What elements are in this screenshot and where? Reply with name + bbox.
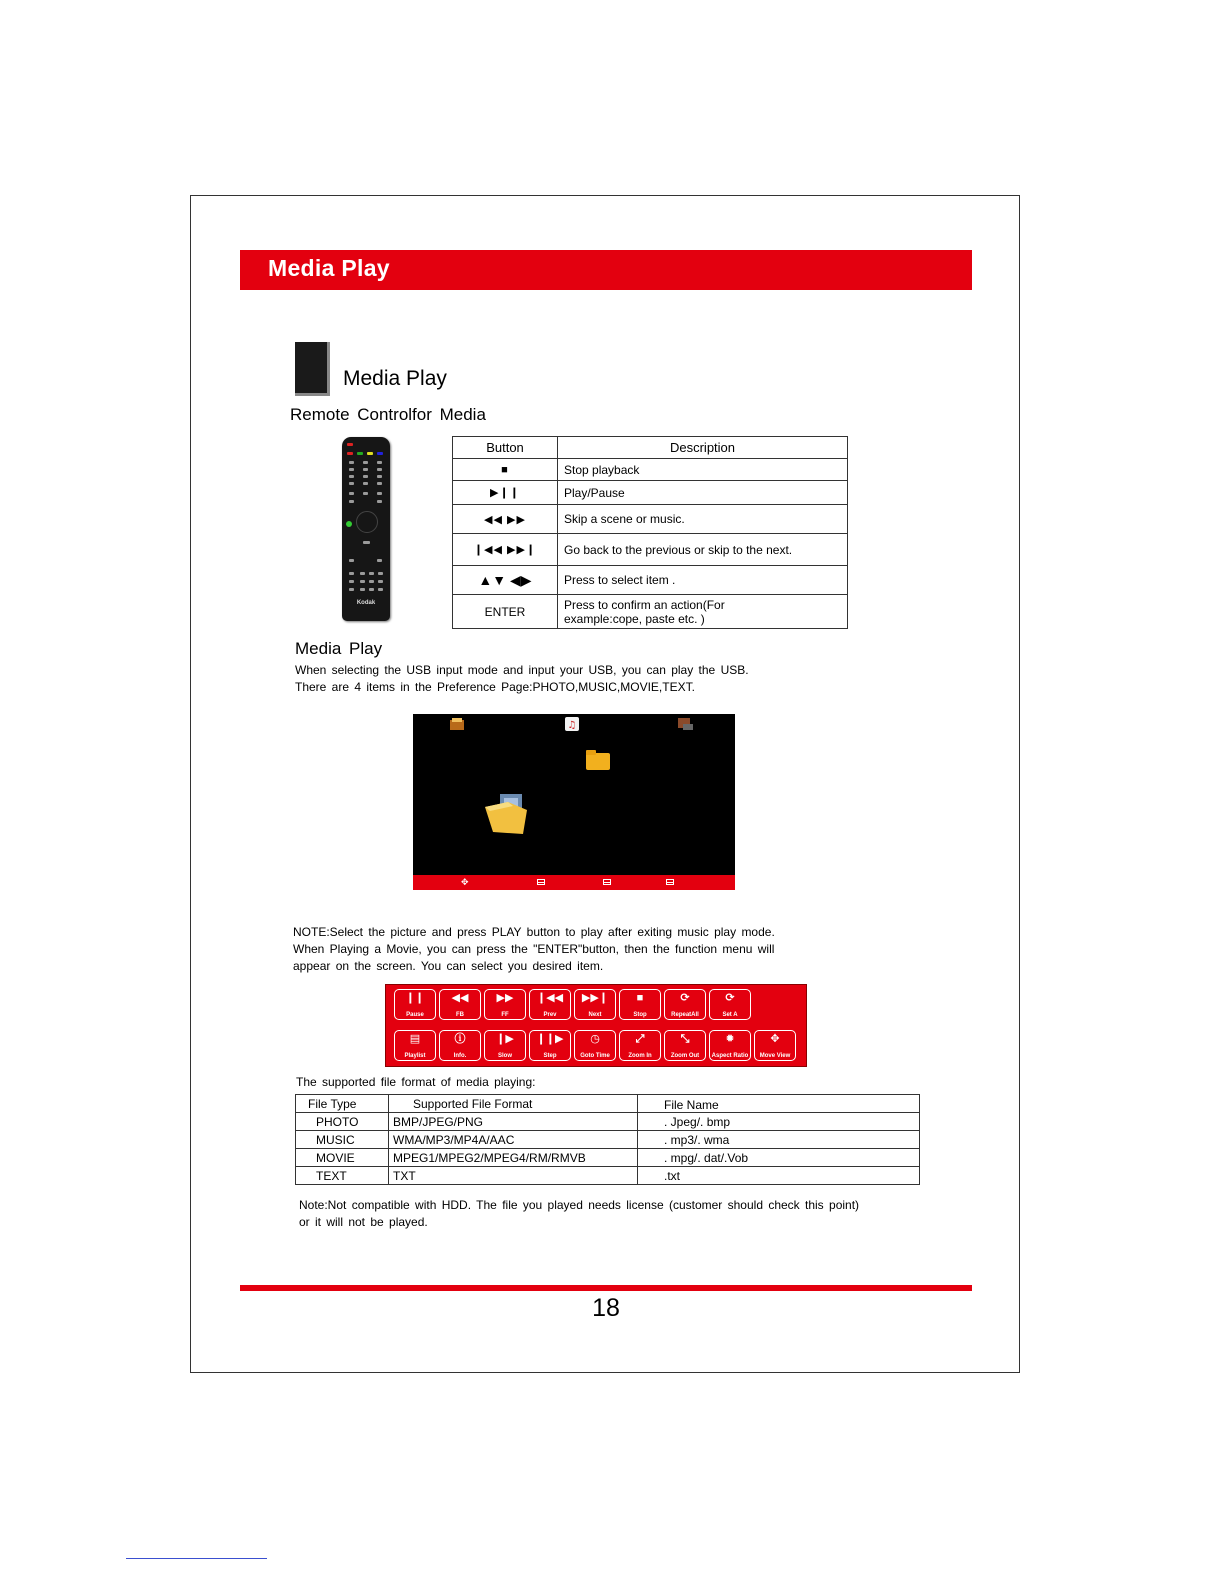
enter-key-label: ENTER <box>453 595 558 629</box>
file-format-table <box>295 1094 920 1185</box>
intro-line: There are 4 items in the Preference Page:PHOTO,MUSIC,MOVIE,TEXT. <box>295 680 695 694</box>
set-a-button[interactable] <box>709 989 751 1020</box>
movie-icon <box>678 718 693 730</box>
fast-rewind-forward-symbol-icon: ◀◀ ▶▶ <box>453 505 558 534</box>
menu-key-icon <box>666 879 674 885</box>
file-type-cell: MUSIC <box>296 1131 389 1149</box>
button-label: Playlist <box>404 1053 426 1059</box>
footnote-divider <box>126 1558 267 1559</box>
note-line: Note:Not compatible with HDD. The file you played needs license (customer should check this point) <box>299 1198 860 1212</box>
slow-icon: ❙▶ <box>496 1033 514 1045</box>
aspect-ratio-button[interactable] <box>709 1030 751 1061</box>
pause-button[interactable] <box>394 989 436 1020</box>
file-name-cell: . mpg/. dat/.Vob <box>638 1149 920 1167</box>
page-number: 18 <box>592 1294 620 1322</box>
repeat-icon: ⟳ <box>680 992 690 1004</box>
button-label: Zoom In <box>628 1053 652 1059</box>
supported-format-heading: The supported file format of media playing: <box>296 1075 536 1089</box>
media-play-heading: Media Play <box>295 639 383 658</box>
table-row <box>296 1131 920 1149</box>
music-note-icon <box>565 717 579 731</box>
arrow-keys-symbol-icon: ▲▼ ◀▶ <box>453 566 558 595</box>
remote-green-round-key-icon <box>346 521 352 527</box>
zoom-in-icon: ⤢ <box>635 1033 645 1045</box>
table-row <box>453 459 848 481</box>
aspect-ratio-icon: ✹ <box>725 1033 735 1045</box>
svg-text:♫: ♫ <box>567 720 577 731</box>
table-row <box>453 534 848 566</box>
note-line: appear on the screen. You can select you desired item. <box>293 959 604 973</box>
zoom-in-button[interactable] <box>619 1030 661 1061</box>
row-description: Press to select item . <box>558 566 848 595</box>
navigate-arrows-icon: ✥ <box>461 877 469 887</box>
column-header-file-type: File Type <box>296 1095 389 1113</box>
remote-heading: Remote Controlfor Media <box>290 405 486 424</box>
button-label: Set A <box>722 1012 738 1018</box>
remote-red-key-icon <box>347 452 353 455</box>
note-line: or it will not be played. <box>299 1215 428 1229</box>
table-row <box>453 595 848 629</box>
format-cell: TXT <box>389 1167 638 1185</box>
previous-icon: ❙◀◀ <box>536 992 564 1004</box>
button-label: Next <box>588 1012 602 1018</box>
pause-icon: ❙❙ <box>405 992 425 1004</box>
format-cell: MPEG1/MPEG2/MPEG4/RM/RMVB <box>389 1149 638 1167</box>
section-marker-icon <box>295 342 330 396</box>
remote-yellow-key-icon <box>367 452 373 455</box>
zoom-out-button[interactable] <box>664 1030 706 1061</box>
row-description: Play/Pause <box>558 481 848 505</box>
button-label: Goto Time <box>580 1053 610 1059</box>
remote-blue-key-icon <box>377 452 383 455</box>
section-title: Media Play <box>343 367 447 390</box>
table-row <box>296 1113 920 1131</box>
table-row <box>453 481 848 505</box>
column-header-file-name: File Name <box>638 1095 920 1113</box>
description-line: Press to confirm an action(For <box>564 597 725 612</box>
button-label: Move View <box>759 1053 791 1059</box>
button-label: Prev <box>543 1012 557 1018</box>
table-row <box>296 1149 920 1167</box>
column-header-description: Description <box>558 437 848 459</box>
file-name-cell: . Jpeg/. bmp <box>638 1113 920 1131</box>
next-button[interactable] <box>574 989 616 1020</box>
description-line: example:cope, paste etc. ) <box>564 611 705 626</box>
button-label: Zoom Out <box>670 1053 700 1059</box>
file-type-cell: PHOTO <box>296 1113 389 1131</box>
goto-time-button[interactable] <box>574 1030 616 1061</box>
button-label: FB <box>456 1012 464 1018</box>
table-header-row <box>296 1095 920 1113</box>
play-pause-symbol-icon: ▶❙❙ <box>453 481 558 505</box>
header-title: Media Play <box>268 255 390 281</box>
button-label: Step <box>543 1053 557 1059</box>
playlist-button[interactable] <box>394 1030 436 1061</box>
step-icon: ❙❙▶ <box>536 1033 564 1045</box>
previous-next-symbol-icon: ❙◀◀ ▶▶❙ <box>453 534 558 566</box>
button-label: Slow <box>497 1053 512 1059</box>
repeat-all-button[interactable] <box>664 989 706 1020</box>
table-header-row <box>453 437 848 459</box>
remote-control-image <box>342 437 390 621</box>
footer-divider <box>240 1285 972 1291</box>
move-view-icon: ✥ <box>770 1033 780 1045</box>
stop-button[interactable] <box>619 989 661 1020</box>
note-line: When Playing a Movie, you can press the "ENTER"button, then the function menu will <box>293 942 775 956</box>
note-paragraph <box>293 924 775 975</box>
fast-forward-icon: ▶▶ <box>496 992 514 1004</box>
button-label: FF <box>501 1012 509 1018</box>
fast-forward-button[interactable] <box>484 989 526 1020</box>
stop-icon: ■ <box>636 992 644 1004</box>
file-type-cell: TEXT <box>296 1167 389 1185</box>
license-note <box>299 1197 859 1231</box>
row-description: Go back to the previous or skip to the next. <box>558 534 848 566</box>
button-label: RepeatAll <box>671 1012 699 1018</box>
remote-brand-logo: Kodak <box>356 600 376 606</box>
info-button[interactable] <box>439 1030 481 1061</box>
row-description <box>558 595 848 629</box>
folder-icon <box>586 750 610 770</box>
remote-button-table <box>452 436 848 629</box>
remote-dpad-icon <box>356 511 378 533</box>
row-description: Stop playback <box>558 459 848 481</box>
function-menu-image <box>385 984 807 1067</box>
clock-icon: ◷ <box>590 1033 600 1045</box>
stop-symbol-icon: ■ <box>453 459 558 481</box>
table-row <box>453 505 848 534</box>
intro-paragraph <box>295 662 749 696</box>
note-line: NOTE:Select the picture and press PLAY button to play after exiting music play mode. <box>293 925 775 939</box>
photo-folder-small-icon <box>450 718 464 730</box>
table-row <box>453 566 848 595</box>
format-cell: BMP/JPEG/PNG <box>389 1113 638 1131</box>
media-screen-image <box>413 714 735 890</box>
fast-backward-icon: ◀◀ <box>451 992 469 1004</box>
intro-line: When selecting the USB input mode and input your USB, you can play the USB. <box>295 663 749 677</box>
set-a-icon: ⟳ <box>725 992 735 1004</box>
remote-power-icon <box>347 443 353 446</box>
menu-key-icon <box>603 879 611 885</box>
column-header-supported-format: Supported File Format <box>389 1095 638 1113</box>
button-label: Aspect Ratio <box>711 1053 749 1059</box>
format-cell: WMA/MP3/MP4A/AAC <box>389 1131 638 1149</box>
move-view-button[interactable] <box>754 1030 796 1061</box>
file-type-cell: MOVIE <box>296 1149 389 1167</box>
info-icon: ⓘ <box>454 1033 466 1045</box>
column-header-button: Button <box>453 437 558 459</box>
photo-folder-large-icon <box>485 794 527 834</box>
button-label: Stop <box>633 1012 647 1018</box>
menu-key-icon <box>537 879 545 885</box>
file-name-cell: . mp3/. wma <box>638 1131 920 1149</box>
next-icon: ▶▶❙ <box>581 992 609 1004</box>
button-label: Info. <box>453 1053 467 1059</box>
fast-backward-button[interactable] <box>439 989 481 1020</box>
zoom-out-icon: ⤡ <box>680 1033 690 1045</box>
row-description: Skip a scene or music. <box>558 505 848 534</box>
step-button[interactable] <box>529 1030 571 1061</box>
button-label: Pause <box>406 1012 424 1018</box>
previous-button[interactable] <box>529 989 571 1020</box>
remote-green-key-icon <box>357 452 363 455</box>
file-name-cell: .txt <box>638 1167 920 1185</box>
screen-status-bar <box>413 875 735 890</box>
table-row <box>296 1167 920 1185</box>
slow-button[interactable] <box>484 1030 526 1061</box>
playlist-icon: ▤ <box>409 1033 421 1045</box>
